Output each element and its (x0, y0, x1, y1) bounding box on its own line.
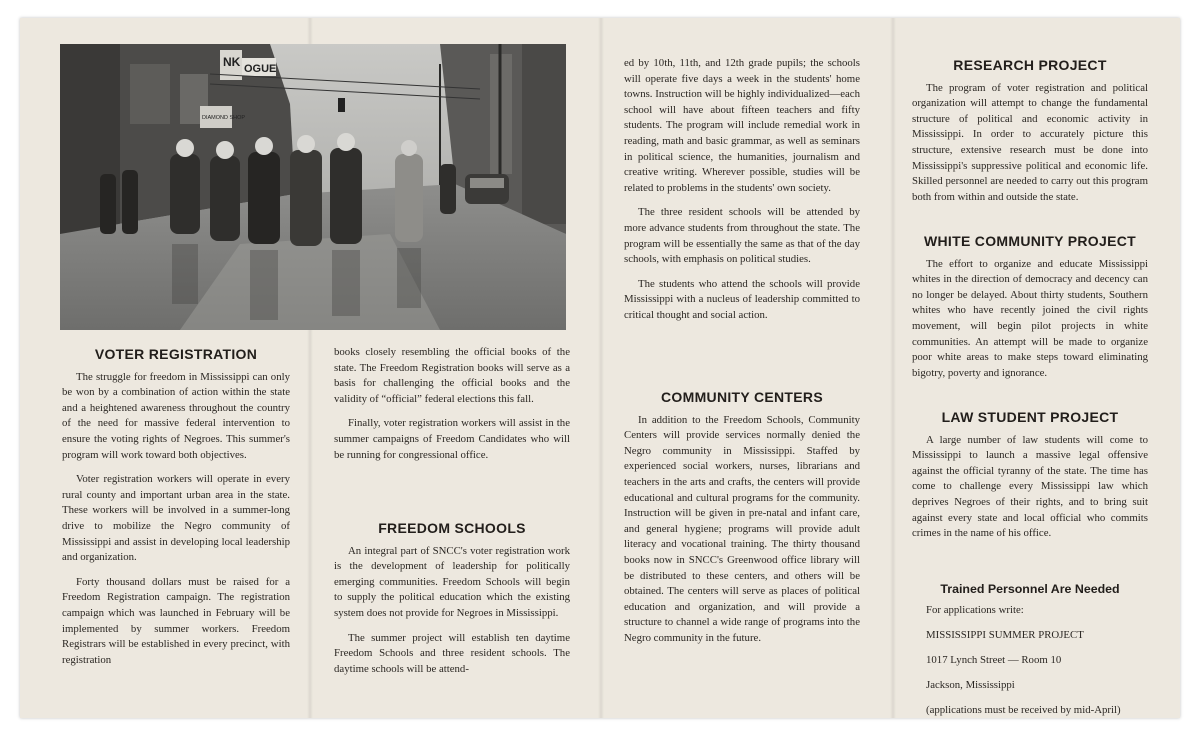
personnel-line-4: Jackson, Mississippi (926, 679, 1015, 692)
voter-registration-paragraph-2: Voter registration workers will operate in every rural county and important urban area in the state. These workers will be involved in a summer-long drive to mobilize the Negro community of Mississippi and assist in developing local leadership and organization. (62, 473, 290, 564)
photo-illustration (60, 44, 566, 330)
personnel-line-1: For applications write: (926, 603, 1024, 616)
personnel-heading: Trained Personnel Are Needed (940, 582, 1120, 596)
community-centers-section (624, 390, 860, 656)
fold-line-3 (890, 18, 896, 718)
street-march-photo (60, 44, 566, 330)
voter-registration-heading: VOTER REGISTRATION (94, 346, 258, 362)
personnel-line-3: 1017 Lynch Street — Room 10 (926, 654, 1062, 666)
voter-registration-paragraph-1: The struggle for freedom in Mississippi can only be won by a combination of action within the state and a heightened awareness throughout the country of the need for massive federal intervention to ensure the voting rights of Negroes. This summer's program will work toward both objectives. (62, 370, 290, 461)
freedom-schools-paragraph-1: An integral part of SNCC's voter registration work is the development of leadership for politically emerging communities. Freedom Schools will begin to supply the political education which the existing system does not provide for Negroes in Mississippi. (334, 544, 570, 619)
voter-registration-section (62, 347, 290, 677)
law-student-project-section (912, 410, 1148, 551)
voter-registration-paragraph-3: Forty thousand dollars must be raised for a Freedom Registration campaign. The registration campaign which was launched in February will be implemented by summer workers. Freedom Registrars will be established in every precinct, with registration (62, 575, 290, 666)
freedom-schools-paragraph-4: The three resident schools will be attended by more advance students from throughout the state. The program will be essentially the same as that of the day schools, with emphasis on political studies. (624, 206, 860, 266)
community-centers-paragraph-1: In addition to the Freedom Schools, Community Centers will provide services normally denied the Negro community in Mississippi. Staffed by experienced social workers, nurses, librarians and teachers in the arts and crafts, the centers will provide educational and cultural programs for the community. Instruction will be given in pre-natal and infant care, and general hygiene; programs will provide adult literacy and vocational training. The thirty thousand books now in SNCC's Greenwood office library will be distributed to these centers, and others will be obtained. The centers will serve as places of political education and organization, and will provide a structure to channel a wide range of programs into the Negro community in the future. (624, 413, 860, 644)
photo-sign-diamond: DIAMOND SHOP (202, 115, 246, 121)
freedom-schools-section (334, 521, 570, 686)
freedom-schools-paragraph-2: The summer project will establish ten daytime Freedom Schools and three resident schools. The daytime schools will be attend- (334, 631, 570, 675)
voter-registration-paragraph-4: books closely resembling the official books of the state. The Freedom Registration books will serve as a basis for challenging the official books and the validity of “official” federal elections this fall. (334, 346, 570, 405)
fold-line-2 (598, 18, 604, 718)
brochure-sheet (20, 18, 1180, 718)
freedom-schools-paragraph-3: ed by 10th, 11th, and 12th grade pupils; the schools will operate five days a week in the students' home towns. Instruction will be highly individualized—each school will have about fifteen teachers and fifty students. The program will include remedial work in reading, math and basic grammar, as well as seminars in political science, the humanities, journalism and creative writing. Wherever possible, studies will be related to problems in the students' own society. (624, 57, 860, 194)
photo-sign-vogue: OGUE (244, 63, 277, 75)
law-student-project-heading: LAW STUDENT PROJECT (941, 409, 1119, 425)
voter-registration-paragraph-5: Finally, voter registration workers will assist in the summer campaigns of Freedom Candidates who will be running for congressional office. (334, 417, 570, 461)
photo-sign-nk: NK (223, 55, 241, 69)
personnel-notice (912, 582, 1148, 718)
freedom-schools-paragraph-5: The students who attend the schools will provide Mississippi with a nucleus of leadership committed to critical thought and social action. (624, 277, 860, 321)
research-project-heading: RESEARCH PROJECT (953, 57, 1107, 73)
research-project-section (912, 58, 1148, 214)
personnel-line-2: MISSISSIPPI SUMMER PROJECT (926, 628, 1084, 641)
freedom-schools-heading: FREEDOM SCHOOLS (378, 520, 526, 536)
white-community-project-section (912, 234, 1148, 390)
law-student-project-paragraph-1: A large number of law students will come to Mississippi to launch a massive legal offensive against the official tyranny of the state. The time has come to challenge every Mississippi law which deprives Negroes of their rights, and to bring suit against every state and local official who commits crimes in the name of his office. (912, 433, 1148, 540)
freedom-schools-continued (624, 56, 860, 333)
voter-registration-continued (334, 345, 570, 472)
white-community-project-paragraph-1: The effort to organize and educate Mississippi whites in the direction of democracy and decency can no longer be delayed. About thirty students, Southern whites who have recently joined the civil rights movement, will begin pilot projects in white communities. An attempt will be made to organize poor white areas to make steps toward eliminating bigotry, poverty and ignorance. (912, 257, 1148, 379)
personnel-line-5: (applications must be received by mid-April) (926, 704, 1121, 717)
community-centers-heading: COMMUNITY CENTERS (661, 389, 823, 405)
research-project-paragraph-1: The program of voter registration and political organization will attempt to change the fundamental structure of political and economic activity in Mississippi. In order to accurately picture this structure, extensive research must be done into Mississippi's suppressive political and economic life. Skilled personnel are needed to carry out this program both from within and outside the state. (912, 81, 1148, 203)
white-community-project-heading: WHITE COMMUNITY PROJECT (924, 233, 1136, 249)
